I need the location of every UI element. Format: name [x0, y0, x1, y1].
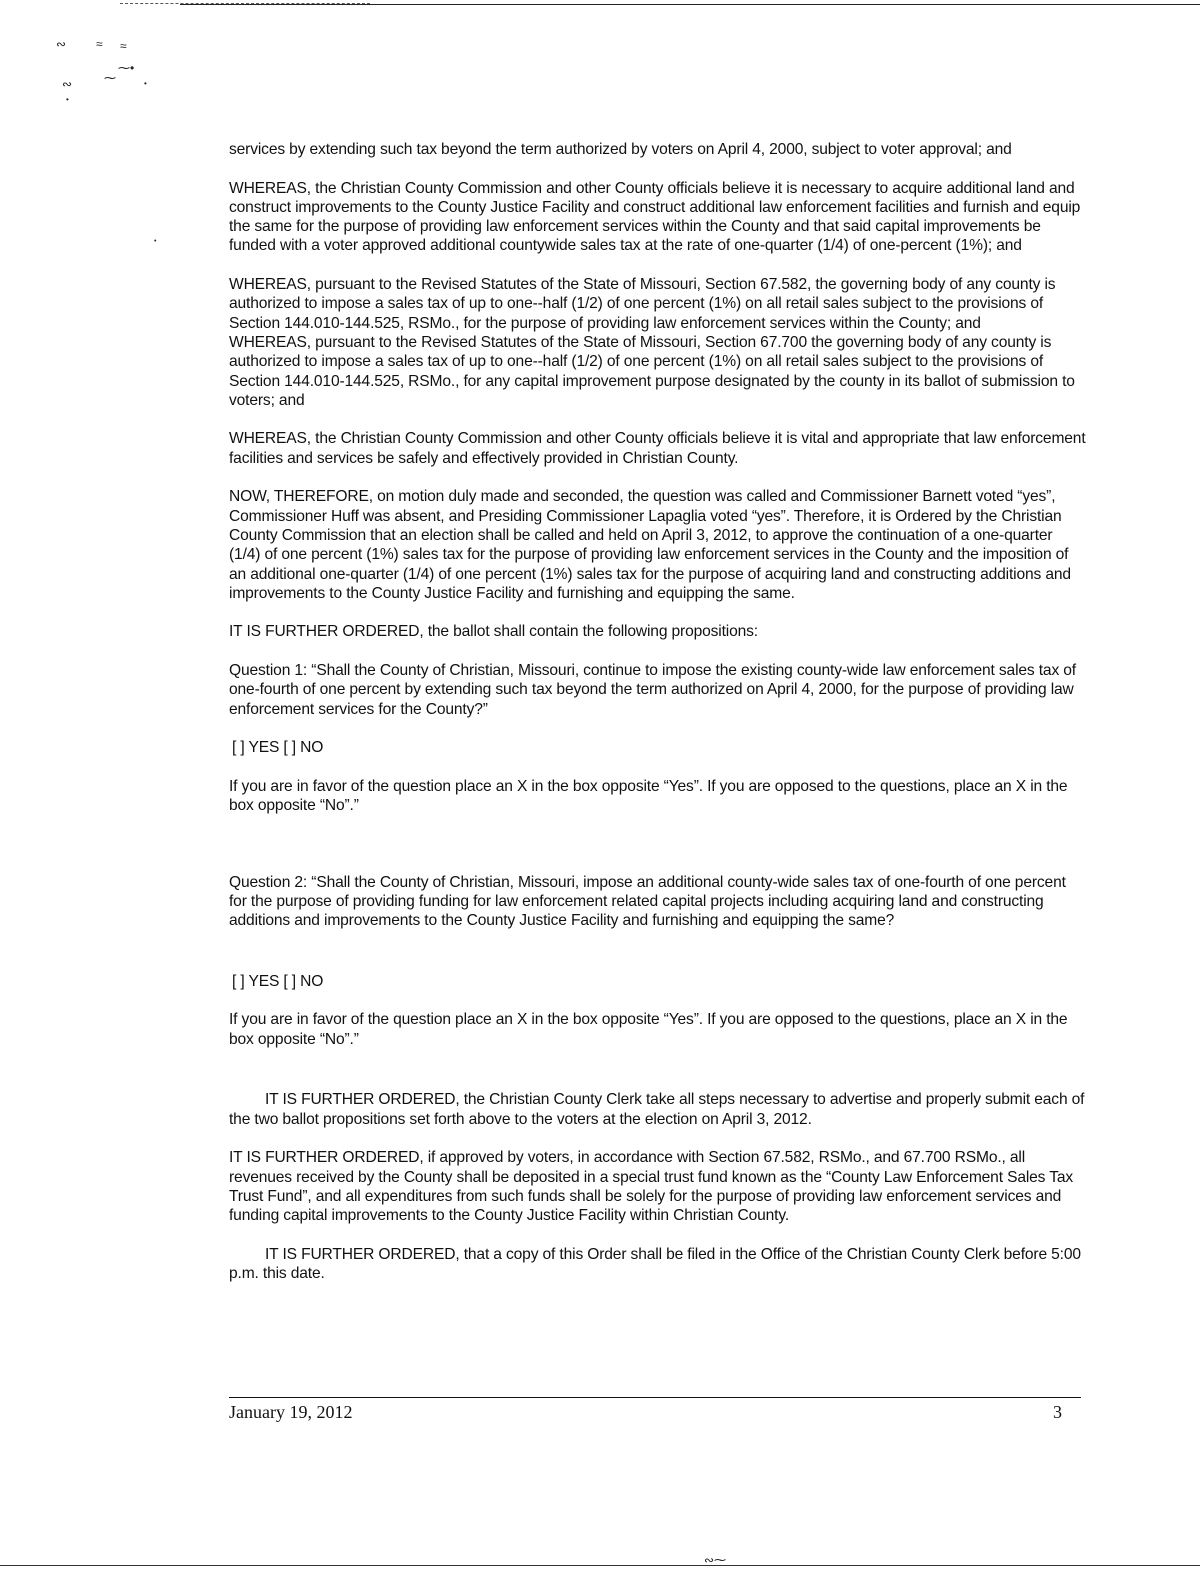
scan-speck: ≈ — [96, 37, 103, 51]
intro-paragraph: services by extending such tax beyond the term authorized by voters on April 4, 2000, subject to voter approval; and — [229, 141, 1012, 158]
footer-rule — [229, 1397, 1081, 1398]
whereas-vital-paragraph: WHEREAS, the Christian County Commission and other County officials believe it is vital and appropriate that law enforcement facilities and services be safely and effectively provided in Christian County. — [229, 430, 1086, 467]
top-scan-rule — [180, 4, 1200, 5]
order-body — [229, 140, 1087, 1303]
footer-date: January 19, 2012 — [229, 1402, 353, 1422]
bottom-scan-rule — [0, 1565, 1200, 1566]
scan-speck: • — [154, 238, 157, 245]
question-1-text: Question 1: “Shall the County of Christian, Missouri, continue to impose the existing county-wide law enforcement sales tax of one-fourth of one percent by extending such tax beyond the term authorized on April 4, 2000, for the purpose of providing law enforcement services for the County?” — [229, 662, 1076, 718]
scan-speck: ∾⁓ — [704, 1553, 727, 1567]
scan-speck: • — [144, 79, 147, 88]
question-2-text: Question 2: “Shall the County of Christian, Missouri, impose an additional county-wide sales tax of one-fourth of one percent for the purpose of providing funding for law enforcement related capital projects including acquiring land and constructing additions and improvements to the County Justice Facility and furnishing and equipping the same? — [229, 873, 1066, 930]
further-ordered-clerk-paragraph: IT IS FURTHER ORDERED, the Christian County Clerk take all steps necessary to advertise and properly submit each of the two ballot propositions set forth above to the voters at the election on April 3, 2012. — [229, 1091, 1085, 1128]
further-ordered-ballot-paragraph: IT IS FURTHER ORDERED, the ballot shall contain the following propositions: — [229, 623, 758, 641]
now-therefore-paragraph: NOW, THEREFORE, on motion duly made and seconded, the question was called and Commissioner Barnett voted “yes”, Commissioner Huff was absent, and Presiding Commissioner Lapaglia voted “yes”. Therefore, it is Ordered by the Christian County Commission that an election shall be called and held on April 3, 2012, to approve the continuation of a one-quarter (1/4) of one percent (1%) sales tax for the purpose of providing law enforcement services in the County and the imposition of an additional one-quarter (1/4) of one percent (1%) sales tax for the purpose of acquiring land and constructing additions and improvements to the County Justice Facility and furnishing and equipping the same. — [229, 488, 1071, 602]
scan-speck: • — [66, 95, 69, 104]
whereas-section-67582-paragraph: WHEREAS, pursuant to the Revised Statutes of the State of Missouri, Section 67.582, the governing body of any county is authorized to impose a sales tax of up to one--half (1/2) of one percent (1%) on all retail sales subject to the provisions of Section 144.010-144.525, RSMo., for the purpose of providing law enforcement services within the County; and — [229, 276, 1056, 332]
scan-speck: ⁓• — [118, 61, 135, 75]
question-1-ballot-boxes: [ ] YES [ ] NO — [232, 739, 324, 757]
further-ordered-filing-paragraph: IT IS FURTHER ORDERED, that a copy of this Order shall be filed in the Office of the Christian County Clerk before 5:00 p.m. this date. — [229, 1245, 1081, 1283]
scan-speck: ⁓ — [104, 71, 116, 85]
scan-speck: ≈ — [120, 39, 127, 53]
top-scan-artifact — [120, 3, 370, 4]
whereas-section-67700-paragraph: WHEREAS, pursuant to the Revised Statutes of the State of Missouri, Section 67.700 the governing body of any county is authorized to impose a sales tax of up to one--half (1/2) of one percent (1%) on all retail sales subject to the provisions of Section 144.010-144.525, RSMo., for any capital improvement purpose designated by the county in its ballot of submission to voters; and — [229, 333, 1075, 409]
page-number: 3 — [1053, 1402, 1062, 1422]
question-2-instructions: If you are in favor of the question place an X in the box opposite “Yes”. If you are opposed to the questions, place an X in the box opposite “No”.” — [229, 1011, 1068, 1048]
further-ordered-trust-fund-paragraph: IT IS FURTHER ORDERED, if approved by voters, in accordance with Section 67.582, RSMo., and 67.700 RSMo., all revenues received by the County shall be deposited in a special trust fund known as the “County Law Enforcement Sales Tax Trust Fund”, and all expenditures from such funds shall be solely for the purpose of providing law enforcement services and funding capital improvements to the County Justice Facility within Christian County. — [229, 1149, 1074, 1225]
question-2-ballot-boxes: [ ] YES [ ] NO — [232, 972, 324, 990]
scan-speck: ∾ — [56, 37, 67, 51]
question-1-instructions: If you are in favor of the question place an X in the box opposite “Yes”. If you are opposed to the questions, place an X in the box opposite “No”.” — [229, 777, 1068, 815]
scan-speck: ∾ — [62, 77, 73, 91]
whereas-land-paragraph: WHEREAS, the Christian County Commission and other County officials believe it is necessary to acquire additional land and construct improvements to the County Justice Facility and construct additional law enforcement facilities and furnish and equip the same for the purpose of providing law enforcement services within the County and that said capital improvements be funded with a voter approved additional countywide sales tax at the rate of one-quarter (1/4) of one-percent (1%); and — [229, 179, 1081, 255]
